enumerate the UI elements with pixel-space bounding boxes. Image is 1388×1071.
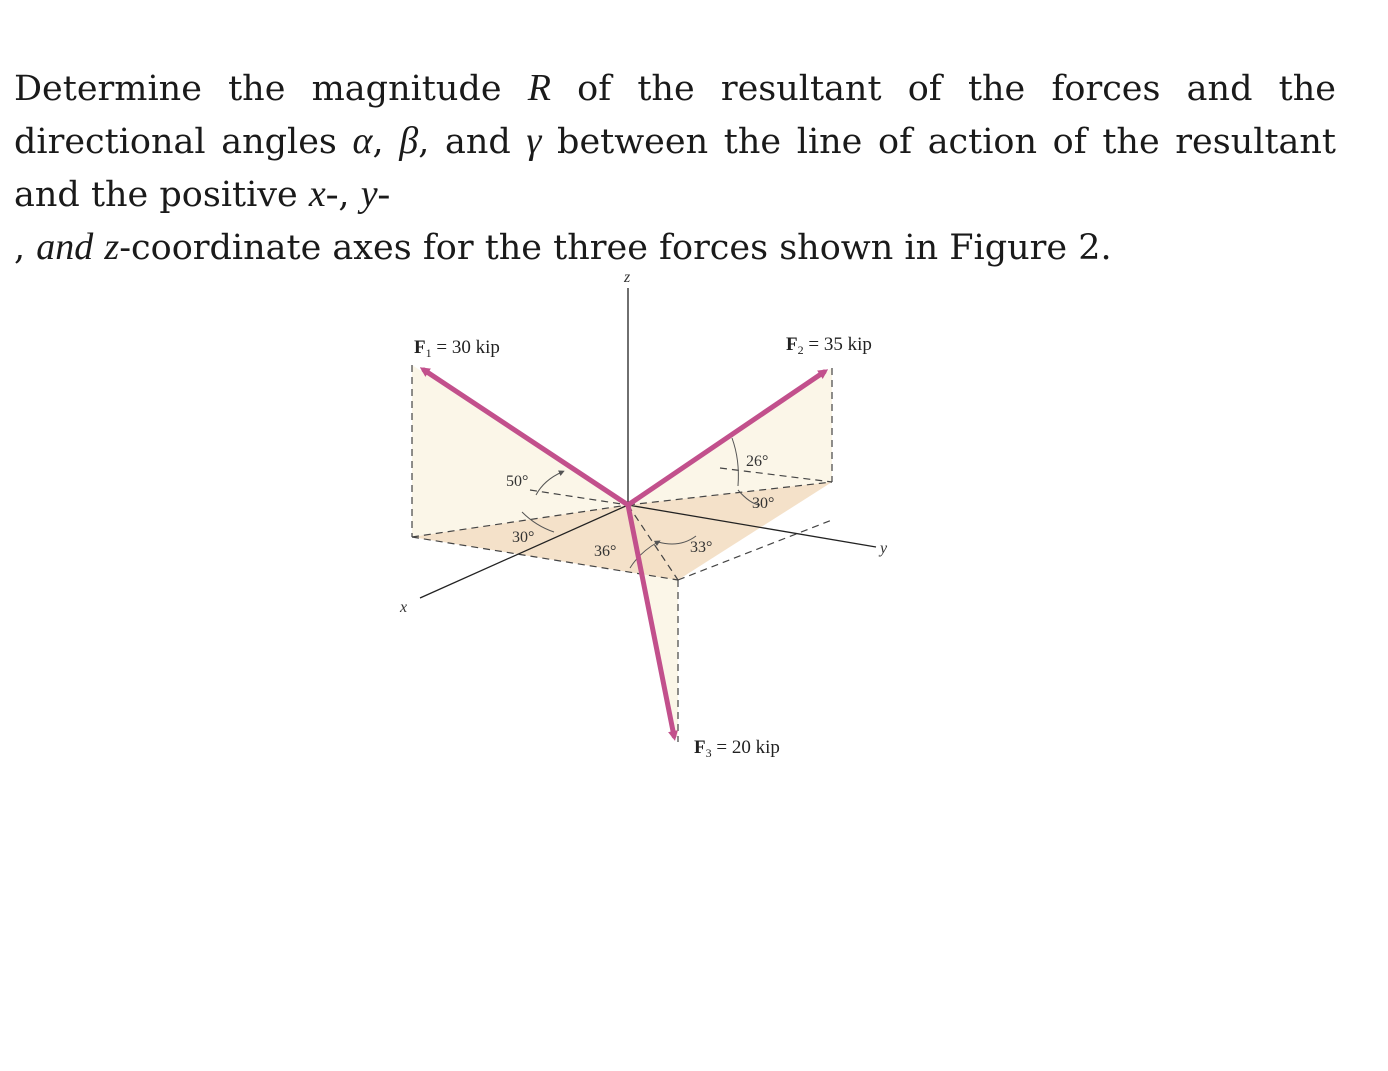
f1-symbol: F	[414, 337, 426, 358]
force-f1-label	[414, 337, 500, 360]
f3-magnitude: = 20 kip	[711, 737, 780, 758]
symbol-gamma: γ	[526, 120, 542, 162]
f1-subscript: 1	[425, 346, 432, 360]
angle-label-26: 26°	[746, 453, 769, 470]
force-f2-label	[786, 334, 872, 357]
f2-subscript: 2	[797, 343, 804, 357]
symbol-x-axis: x-	[308, 173, 339, 215]
angle-label-50: 50°	[506, 473, 529, 490]
figure-2	[340, 250, 940, 780]
text-segment: between the line of action of the resultant and the positive	[14, 122, 1336, 215]
symbol-y-axis: y-	[360, 173, 391, 215]
f3-subscript: 3	[705, 746, 712, 760]
y-axis-label: y	[880, 540, 888, 557]
angle-label-33: 33°	[690, 539, 713, 556]
text-segment: , and	[418, 122, 527, 162]
x-axis-label: x	[400, 599, 408, 616]
symbol-alpha: α	[352, 120, 373, 162]
text-segment: of the resultant of the forces and the directional angles	[14, 69, 1336, 162]
angle-label-30-left: 30°	[512, 529, 535, 546]
text-segment	[93, 228, 104, 268]
text-segment: ,	[14, 228, 37, 268]
f2-magnitude: = 35 kip	[803, 334, 872, 355]
text-segment: Determine the magnitude	[14, 69, 528, 109]
text-segment: -coordinate axes for the three forces shown in Figure 2.	[119, 228, 1112, 268]
angle-label-30-right: 30°	[752, 495, 775, 512]
f2-symbol: F	[786, 334, 798, 355]
force-diagram	[340, 250, 940, 780]
z-axis-label: z	[624, 269, 631, 286]
text-segment: ,	[338, 175, 361, 215]
f1-magnitude: = 30 kip	[431, 337, 500, 358]
word-and: and	[36, 226, 94, 268]
text-segment: ,	[372, 122, 400, 162]
symbol-z-axis: z	[104, 226, 120, 268]
f3-symbol: F	[694, 737, 706, 758]
force-f3-label	[694, 737, 780, 760]
symbol-R: R	[527, 67, 551, 109]
symbol-beta: β	[399, 120, 419, 162]
problem-statement	[14, 62, 1336, 274]
angle-label-36: 36°	[594, 543, 617, 560]
